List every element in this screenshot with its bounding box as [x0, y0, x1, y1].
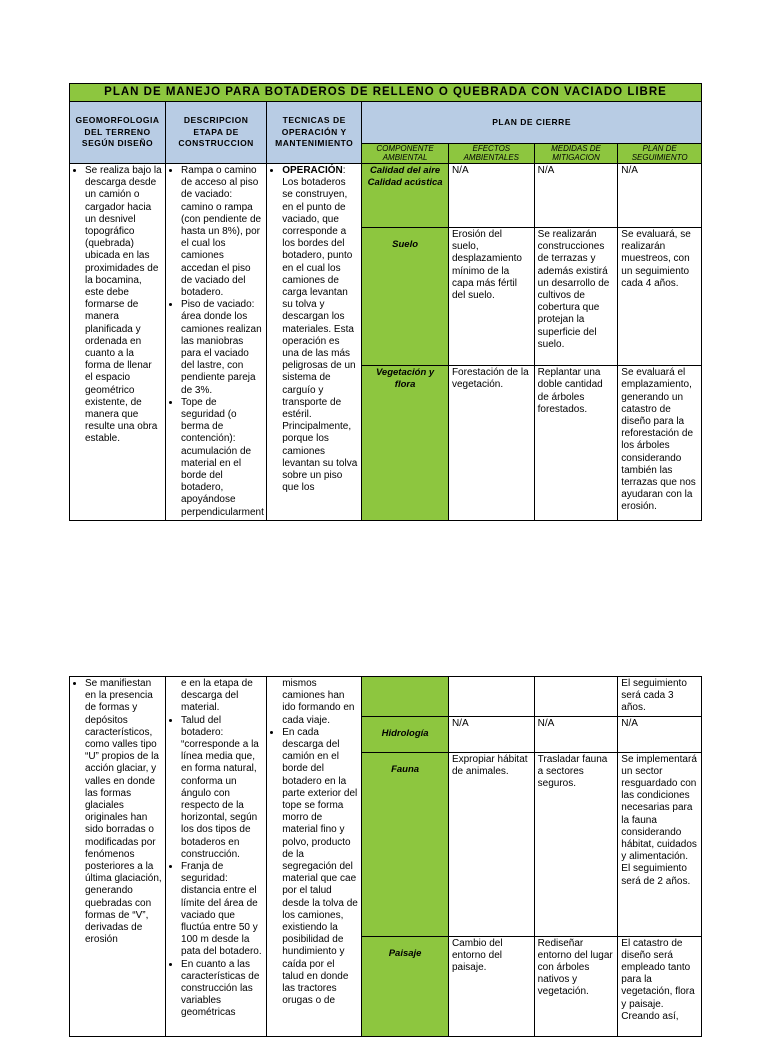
descripcion-item: • Rampa o camino de acceso al piso de vaciado: camino o rampa (con pendiente de hasta un 8%), por el cual los camiones accedan el piso de vaciado del botadero. [181, 165, 263, 299]
componente-suelo: Suelo [362, 227, 449, 365]
plan-suelo: Se evaluará, se realizarán muestreos, con un seguimiento cada 4 años. [618, 227, 702, 365]
descripcion-item: • Franja de seguridad: distancia entre el límite del área de vaciado que fluctúa entre 50 y 100 m desde la pata del botadero. [181, 861, 263, 959]
tecnicas-item [282, 165, 358, 494]
tecnicas-label: OPERACIÓN [282, 165, 343, 176]
tecnicas-item: • En cada descarga del camión en el borde del botadero en la parte exterior del tope se forma morro de material fino y polvo, producto de la segregación del material que cae por el talud desde la tolva de los camiones, existiendo la posibilidad de hundimiento y caída por el talud en donde las tractores orugas o de [282, 727, 358, 1008]
subheader-medidas: MEDIDAS DE MITIGACION [534, 144, 618, 164]
efectos-continuacion [448, 677, 534, 717]
componente-continuacion [362, 677, 449, 717]
plan-table-page-1 [69, 83, 702, 521]
descripcion-item: • Tope de seguridad (o berma de contención): acumulación de material en el borde del botadero, apoyándose perpendicularment [181, 397, 263, 519]
descripcion-cell [166, 164, 267, 521]
efectos-suelo: Erosión del suelo, desplazamiento mínimo de la capa más fértil del suelo. [448, 227, 534, 365]
table-title: PLAN DE MANEJO PARA BOTADEROS DE RELLENO O QUEBRADA CON VACIADO LIBRE [70, 84, 702, 102]
plan-fauna: Se implementará un sector resguardado con las condiciones necesarias para la fauna considerando hábitat, cuidados y alimentación. El seguimiento será de 2 años. [618, 752, 702, 936]
plan-continuacion: El seguimiento será cada 3 años. [618, 677, 702, 717]
tecnicas-text: : Los botaderos se construyen, en el punto de vaciado, que corresponde a los bordes del botadero, punto en el cual los camiones de carga levantan su tolva y descargan los materiales. Esta operación es una de las más peligrosas de un sistema de carguío y transporte de estéril. Principalmente, porque los camiones levantan su tolva sobre un piso que los [282, 165, 358, 494]
componente-paisaje: Paisaje [362, 936, 449, 1036]
header-plan-cierre: PLAN DE CIERRE [362, 102, 702, 144]
efectos-fauna: Expropiar hábitat de animales. [448, 752, 534, 936]
componente-hidrologia: Hidrología [362, 716, 449, 752]
geomorfologia-text: • Se realiza bajo la descarga desde un camión o cargador hacia un desnivel topográfico (quebrada) ubicada en las proximidades de la bocamina, este debe formarse de manera planificada y ordenada en cuanto a la forma de llenar el espacio geométrico existente, de manera que resulte una obra estable. [85, 165, 162, 446]
efectos-aire: N/A [448, 164, 534, 228]
efectos-hidrologia: N/A [448, 716, 534, 752]
medidas-paisaje: Rediseñar entorno del lugar con árboles nativos y vegetación. [534, 936, 618, 1036]
efectos-vegetacion: Forestación de la vegetación. [448, 366, 534, 521]
efectos-paisaje: Cambio del entorno del paisaje. [448, 936, 534, 1036]
header-tecnicas: TECNICAS DE OPERACIÓN Y MANTENIMIENTO [267, 102, 362, 164]
descripcion-cell-2 [166, 677, 267, 1037]
subheader-plan: PLAN DE SEGUIMIENTO [618, 144, 702, 164]
plan-table-page-2 [69, 676, 702, 1037]
medidas-aire: N/A [534, 164, 618, 228]
geomorfologia-cell [70, 164, 166, 521]
medidas-fauna: Trasladar fauna a sectores seguros. [534, 752, 618, 936]
subheader-componente: COMPONENTE AMBIENTAL [362, 144, 449, 164]
componente-vegetacion: Vegetación y flora [362, 366, 449, 521]
componente-fauna: Fauna [362, 752, 449, 936]
plan-hidrologia: N/A [618, 716, 702, 752]
header-geomorfologia: GEOMORFOLOGIA DEL TERRENO SEGÚN DISEÑO [70, 102, 166, 164]
componente-aire: Calidad del aire Calidad acústica [362, 164, 449, 228]
header-descripcion: DESCRIPCION ETAPA DE CONSTRUCCION [166, 102, 267, 164]
plan-paisaje: El catastro de diseño será empleado tanto para la vegetación, flora y paisaje. Creando así, [618, 936, 702, 1036]
subheader-efectos: EFECTOS AMBIENTALES [448, 144, 534, 164]
plan-aire: N/A [618, 164, 702, 228]
geomorfologia-cell-2 [70, 677, 166, 1037]
descripcion-item: • En cuanto a las características de construcción las variables geométricas [181, 959, 263, 1020]
tecnicas-cell-2 [267, 677, 362, 1037]
medidas-hidrologia: N/A [534, 716, 618, 752]
medidas-continuacion [534, 677, 618, 717]
descripcion-item: • Piso de vaciado: área donde los camiones realizan las maniobras para el vaciado del lastre, con pendiente pareja de 3%. [181, 299, 263, 397]
tecnicas-cell [267, 164, 362, 521]
geomorfologia-text-2: • Se manifiestan en la presencia de formas y depósitos característicos, como valles tipo “U” propios de la acción glaciar, y valles en donde las formas glaciales originales han sido borradas o modificadas por fenómenos posteriores a la última glaciación, generando quebradas con formas de “V”, derivadas de erosión [85, 678, 162, 946]
descripcion-item: • Talud del botadero: “corresponde a la línea media que, en forma natural, conforma un ángulo con respecto de la horizontal, según los dos tipos de botaderos en construcción. [181, 715, 263, 861]
medidas-suelo: Se realizarán construcciones de terrazas y además existirá un desarrollo de cultivos de cobertura que protejan la superficie del suelo. [534, 227, 618, 365]
medidas-vegetacion: Replantar una doble cantidad de árboles forestados. [534, 366, 618, 521]
plan-vegetacion: Se evaluará el emplazamiento, generando un catastro de diseño para la reforestación de los árboles considerando también las terrazas que nos ayudaran con la erosión. [618, 366, 702, 521]
descripcion-intro: e en la etapa de descarga del material. [181, 678, 253, 714]
tecnicas-intro: mismos camiones han ido formando en cada viaje. [282, 678, 355, 726]
